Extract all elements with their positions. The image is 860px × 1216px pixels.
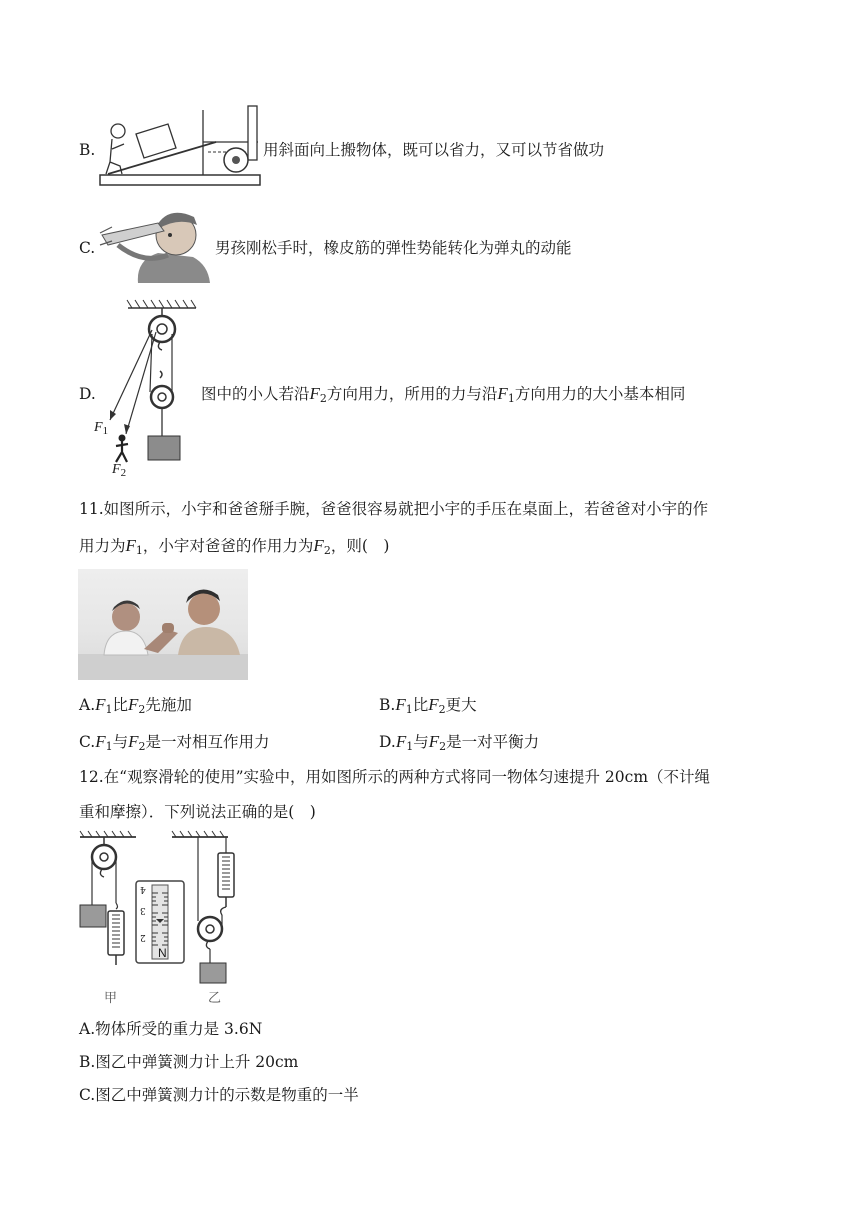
scale-mark: 2: [140, 932, 146, 942]
option-label: B.: [79, 141, 96, 159]
slingshot-boy-figure: [98, 205, 213, 285]
option-a: $A.F_1$比$F_2$先施加: [79, 695, 192, 716]
question-stem: 11.如图所示，小宇和爸爸掰手腕，爸爸很容易就把小宇的手压在桌面上，若爸爸对小宇的作: [79, 500, 709, 518]
question-stem: 重和摩擦）．下列说法正确的是( ): [79, 803, 316, 821]
pulley-system-figure: [92, 296, 202, 476]
scale-mark: 3: [140, 905, 146, 915]
question-stem: 12.在“观察滑轮的使用”实验中，用如图所示的两种方式将同一物体匀速提升 20cm（不计绳: [79, 768, 711, 786]
option-a: A.物体所受的重力是 3.6N: [79, 1020, 263, 1038]
fig-label-f2: $F_2$: [112, 462, 127, 479]
option-c: C.图乙中弹簧测力计的示数是物重的一半: [79, 1086, 359, 1104]
option-text: 图中的小人若沿$F_2$方向用力，所用的力与沿$F_1$方向用力的大小基本相同: [201, 384, 686, 405]
scale-unit: N: [158, 946, 167, 960]
option-b: $B.F_1$比$F_2$更大: [379, 695, 477, 716]
scale-mark: 4: [140, 884, 146, 894]
option-text: 男孩刚松手时，橡皮筋的弹性势能转化为弹丸的动能: [215, 239, 572, 257]
option-b: B.图乙中弹簧测力计上升 20cm: [79, 1053, 299, 1071]
arm-wrestling-photo: [78, 569, 248, 680]
incline-figure: [98, 104, 263, 190]
option-c: $C.F_1$与$F_2$是一对相互作用力: [79, 732, 270, 753]
pulley-comparison-figure: [78, 831, 258, 1006]
question-stem: 用力为$F_1$，小宇对爸爸的作用力为$F_2$，则( ): [79, 536, 390, 557]
fig-label-jia: 甲: [104, 991, 118, 1006]
fig-label-f1: $F_1$: [94, 420, 109, 437]
option-label: C.: [79, 239, 96, 257]
option-text: 用斜面向上搬物体，既可以省力，又可以节省做功: [263, 141, 605, 159]
fig-label-yi: 乙: [208, 991, 222, 1006]
option-label: D.: [79, 385, 96, 403]
option-d: $D.F_1$与$F_2$是一对平衡力: [379, 732, 540, 753]
